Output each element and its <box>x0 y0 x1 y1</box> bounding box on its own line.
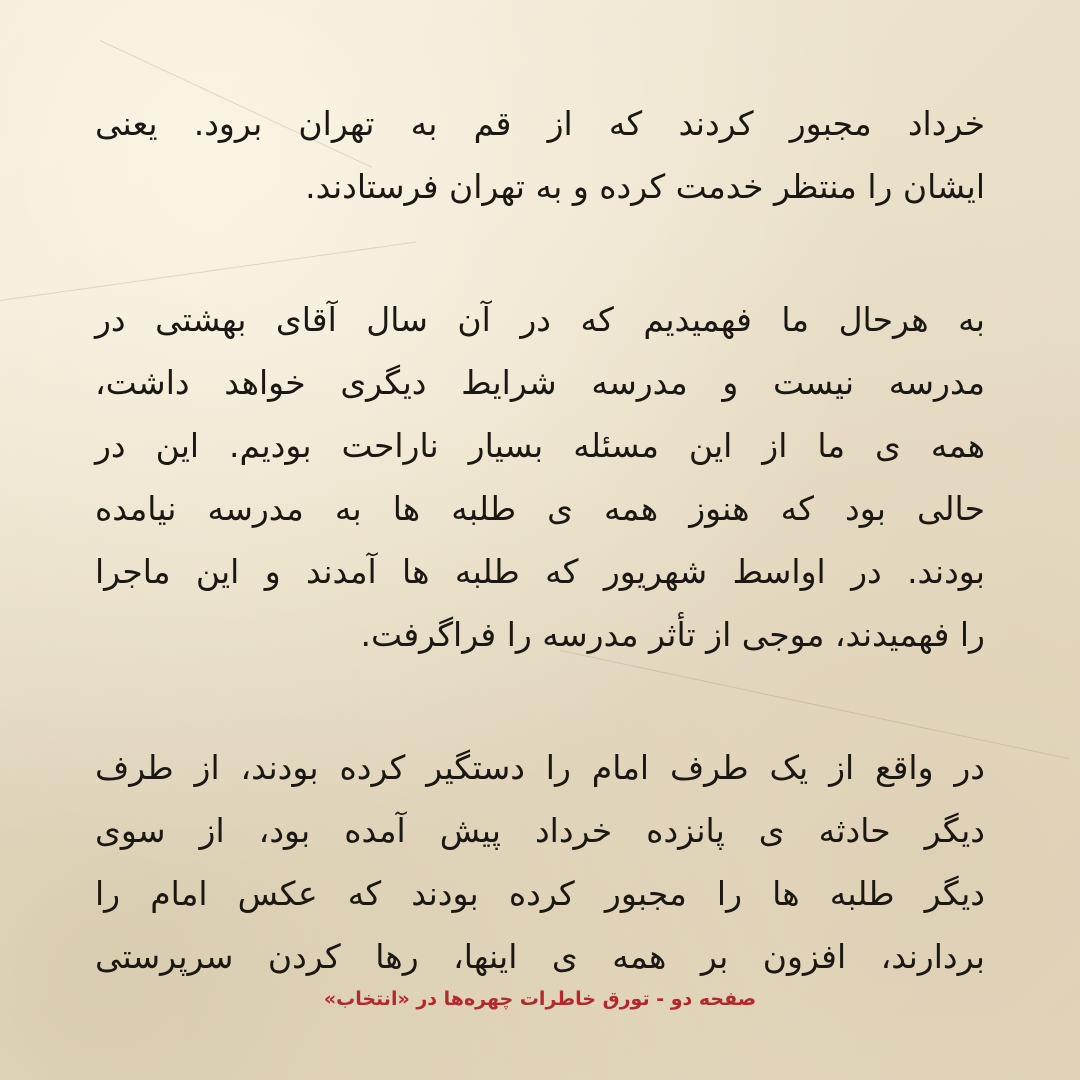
text-line: بردارند، افزون بر همه ی اینها، رها کردن سرپرستی <box>95 937 985 976</box>
paragraph-1 <box>95 92 985 218</box>
paragraph-3 <box>95 736 985 988</box>
text-line: مدرسه نیست و مدرسه شرایط دیگری خواهد داشت، <box>95 363 985 402</box>
paragraph-2 <box>95 288 985 666</box>
text-line: حالی بود که هنوز همه ی طلبه ها به مدرسه نیامده <box>95 489 985 528</box>
source-caption: صفحه دو - تورق خاطرات چهره‌ها در «انتخاب» <box>323 988 757 1010</box>
text-line: دیگر طلبه ها را مجبور کرده بودند که عکس امام را <box>95 874 985 913</box>
text-line: بودند. در اواسط شهریور که طلبه ها آمدند و این ماجرا <box>95 552 985 591</box>
article-body <box>95 92 985 988</box>
text-line: همه ی ما از این مسئله بسیار ناراحت بودیم. این در <box>95 426 985 465</box>
text-line: به هرحال ما فهمیدیم که در آن سال آقای بهشتی در <box>95 300 985 339</box>
text-line: ایشان را منتظر خدمت کرده و به تهران فرستادند. <box>305 167 985 206</box>
text-line: را فهمیدند، موجی از تأثر مدرسه را فراگرفت. <box>360 615 985 654</box>
text-line: در واقع از یک طرف امام را دستگیر کرده بودند، از طرف <box>95 748 985 787</box>
text-line: خرداد مجبور کردند که از قم به تهران برود. یعنی <box>95 104 985 143</box>
text-line: دیگر حادثه ی پانزده خرداد پیش آمده بود، از سوی <box>95 811 985 850</box>
